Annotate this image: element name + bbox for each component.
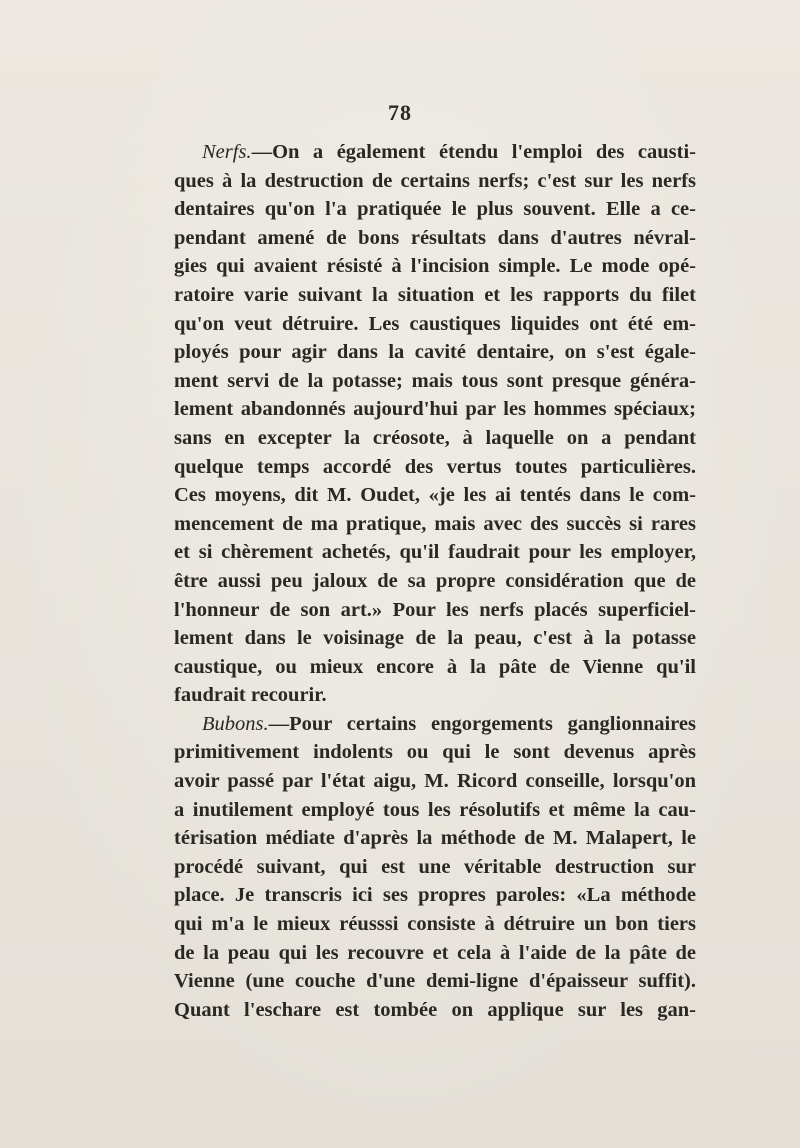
- text-line: gies qui avaient résisté à l'incision simple. Le mode opé-: [174, 255, 696, 278]
- paragraph-lead: Bubons.: [202, 712, 269, 735]
- text-line: procédé suivant, qui est une véritable destruction sur: [174, 855, 696, 878]
- text-line: qui m'a le mieux réusssi consiste à détruire un bon tiers: [174, 913, 696, 936]
- text-line: ratoire varie suivant la situation et les rapports du filet: [174, 283, 696, 306]
- text-line: Bubons.—Pour certains engorgements ganglionnaires: [202, 712, 696, 735]
- text-line: Nerfs.—On a également étendu l'emploi des causti-: [202, 141, 696, 163]
- text-line: pendant amené de bons résultats dans d'autres névral-: [174, 226, 696, 249]
- text-line: a inutilement employé tous les résolutifs et même la cau-: [174, 798, 696, 821]
- text-line: ployés pour agir dans la cavité dentaire, on s'est égale-: [174, 341, 696, 364]
- paragraph-nerfs: [174, 138, 696, 710]
- text-line: caustique, ou mieux encore à la pâte de Vienne qu'il: [174, 655, 696, 678]
- text-line: dentaires qu'on l'a pratiquée le plus souvent. Elle a ce-: [174, 198, 696, 221]
- text-line: quelque temps accordé des vertus toutes particulières.: [174, 455, 696, 478]
- text-line: ques à la destruction de certains nerfs; c'est sur les nerfs: [174, 169, 696, 192]
- body-text: [174, 138, 696, 1024]
- text-line: être aussi peu jaloux de sa propre considération que de: [174, 569, 696, 592]
- text-line: mencement de ma pratique, mais avec des succès si rares: [174, 512, 696, 535]
- text-line: lement dans le voisinage de la peau, c'est à la potasse: [174, 627, 696, 650]
- paragraph-lead: Nerfs.: [202, 141, 252, 163]
- text-line: faudrait recourir.: [174, 684, 327, 707]
- text-line: avoir passé par l'état aigu, M. Ricord conseille, lorsqu'on: [174, 770, 696, 793]
- text-line: lement abandonnés aujourd'hui par les hommes spéciaux;: [174, 398, 696, 421]
- text-line: sans en excepter la créosote, à laquelle on a pendant: [174, 426, 696, 449]
- text-line: qu'on veut détruire. Les caustiques liquides ont été em-: [174, 312, 696, 335]
- page-number: 78: [388, 100, 412, 125]
- text-line: Vienne (une couche d'une demi-ligne d'épaisseur suffit).: [174, 970, 696, 993]
- paragraph-bubons: [174, 710, 696, 1025]
- text-line: Ces moyens, dit M. Oudet, «je les ai tentés dans le com-: [174, 484, 696, 507]
- text-line: Quant l'eschare est tombée on applique sur les gan-: [174, 998, 696, 1021]
- text-line: et si chèrement achetés, qu'il faudrait pour les employer,: [174, 541, 696, 564]
- text-line: de la peau qui les recouvre et cela à l'aide de la pâte de: [174, 941, 696, 964]
- text-line: ment servi de la potasse; mais tous sont presque généra-: [174, 369, 696, 392]
- text-line: l'honneur de son art.» Pour les nerfs placés superficiel-: [174, 598, 696, 621]
- text-line: primitivement indolents ou qui le sont devenus après: [174, 741, 696, 764]
- text-line: térisation médiate d'après la méthode de M. Malapert, le: [174, 827, 696, 850]
- text-line: place. Je transcris ici ses propres paroles: «La méthode: [174, 884, 696, 907]
